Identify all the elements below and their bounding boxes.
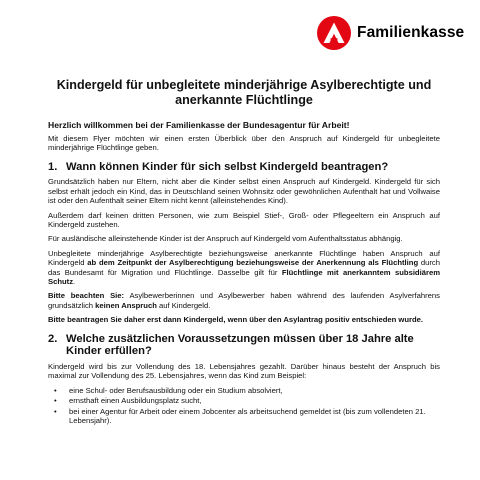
list-item: • bei einer Agentur für Arbeit oder einem Jobcenter als arbeitsuchend gemeldet ist (bis zum vollendeten 21. Lebensjahr). [48, 407, 440, 426]
p4-bold-b: ab dem Zeitpunkt der Asylberechtigung beziehungsweise der Anerkennung als Flüchtling [87, 258, 419, 268]
section-1-paragraph-5 [48, 291, 440, 310]
section-1-paragraph-1: Grundsätzlich haben nur Eltern, nicht aber die Kinder selbst einen Anspruch auf Kindergeld. Kindergeld für sich selbst erhält jedoch ein Kind, das in Deutschland seinen Wohnsitz oder gewöhnlichen Aufenthalt hat und Vollwaise ist oder den Aufenthalt seiner Eltern nicht kennt (alleinstehendes Kind). [48, 177, 440, 206]
p5-bold-a: Bitte beachten Sie: [48, 291, 125, 301]
section-1-number: 1. [48, 160, 58, 173]
bullet-dot: • [54, 385, 57, 395]
document-title: Kindergeld für unbegleitete minderjährige Asylberechtigte und anerkannte Flüchtlinge [56, 78, 432, 107]
p4-text-a: Unbegleitete minderjährige Asylberechtigte beziehungsweise anerkannte Flüchtlinge haben Anspruch auf Kindergeld [48, 248, 440, 268]
p5-text-b: Asylbewerberinnen und Asylbewerber haben während des laufenden Asylverfahrens grundsätzlich [48, 291, 441, 310]
intro-paragraph: Mit diesem Flyer möchten wir einen ersten Überblick über den Anspruch auf Kindergeld für unbegleitete minderjährige Flüchtlinge geben. [48, 134, 440, 153]
section-2-number: 2. [48, 332, 58, 345]
intro-heading: Herzlich willkommen bei der Familienkasse der Bundesagentur für Arbeit! [48, 120, 350, 130]
p4-bold-d: Flüchtlinge mit anerkanntem subsidiärem Schutz [48, 267, 440, 287]
section-2-heading-text: Welche zusätzlichen Voraussetzungen müssen über 18 Jahre alte Kinder erfüllen? [66, 332, 414, 358]
familienkasse-logo [317, 16, 464, 50]
section-1-paragraph-2: Außerdem darf keinen dritten Personen, wie zum Beispiel Stief-, Groß- oder Pflegeeltern ein Anspruch auf Kindergeld zustehen. [48, 210, 440, 230]
section-1-paragraph-6: Bitte beantragen Sie daher erst dann Kindergeld, wenn über den Asylantrag positiv entschieden wurde. [48, 315, 424, 325]
list-item: • eine Schul- oder Berufsausbildung oder ein Studium absolviert, [48, 386, 440, 395]
section-1-paragraph-3: Für ausländische alleinstehende Kinder ist der Anspruch auf Kindergeld vom Aufenthaltsstatus abhängig. [48, 234, 403, 244]
section-1-heading [48, 161, 440, 174]
p5-bold-c: keinen Anspruch [95, 300, 157, 310]
bullet-dot: • [54, 396, 57, 406]
p4-text-e: . [73, 277, 76, 287]
requirements-list [48, 386, 440, 426]
p4-text-c: durch das Bundesamt für Migration und Flüchtlinge. Dasselbe gilt für [48, 258, 440, 277]
section-1-heading-text: Wann können Kinder für sich selbst Kindergeld beantragen? [66, 160, 389, 173]
section-1-paragraph-4 [48, 249, 440, 287]
list-item: • ernsthaft einen Ausbildungsplatz sucht, [48, 396, 440, 405]
logo-brand-text: Familienkasse [357, 24, 465, 41]
ba-logo-icon [317, 16, 351, 50]
section-2-heading [48, 333, 440, 358]
document-body [48, 78, 440, 426]
bullet-dot: • [54, 406, 57, 416]
section-2-paragraph-1: Kindergeld wird bis zur Vollendung des 18. Lebensjahres gezahlt. Darüber hinaus besteht der Anspruch bis maximal zur Vollendung des 25. Lebensjahres, wenn das Kind zum Beispiel: [48, 361, 440, 381]
p5-text-d: auf Kindergeld. [156, 300, 211, 310]
